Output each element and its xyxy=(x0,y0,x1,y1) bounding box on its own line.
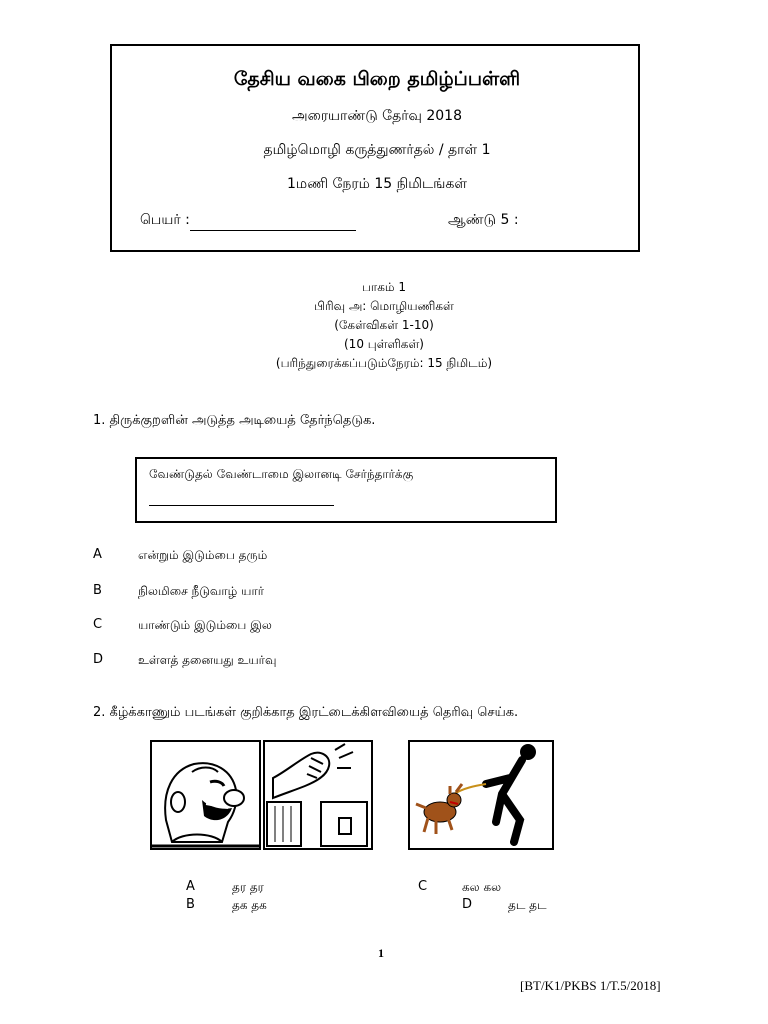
year-label: ஆண்டு 5 : xyxy=(448,212,519,228)
laughing-man-picture xyxy=(150,740,261,850)
exam-title: அரையாண்டு தேர்வு 2018 xyxy=(292,108,462,124)
section-division: பிரிவு அ: மொழியணிகள் xyxy=(314,299,454,313)
name-blank-line xyxy=(190,230,356,231)
kural-blank-line xyxy=(149,505,334,506)
q2-option-b-text: தக தக xyxy=(232,898,267,912)
laughing-man-drawing xyxy=(152,742,259,848)
dog-walker-drawing xyxy=(410,742,552,848)
q2-option-c-text: கல கல xyxy=(462,880,502,894)
section-questions: (கேள்விகள் 1-10) xyxy=(334,318,434,332)
q1-option-a-letter: A xyxy=(93,547,102,562)
header-box xyxy=(110,44,640,252)
section-marks: (10 புள்ளிகள்) xyxy=(344,337,424,351)
q1-option-b-letter: B xyxy=(93,583,102,598)
q2-option-a-letter: A xyxy=(186,879,195,894)
page-number: 1 xyxy=(378,946,384,960)
question-2: 2. கீழ்க்காணும் படங்கள் குறிக்காத இரட்டைக்கிளவியைத் தெரிவு செய்க. xyxy=(93,705,519,720)
dog-walker-picture xyxy=(408,740,554,850)
kural-line-1: வேண்டுதல் வேண்டாமை இலானடி சேர்ந்தார்க்கு xyxy=(149,467,414,481)
section-part: பாகம் 1 xyxy=(362,280,406,294)
q1-option-a-text: என்றும் இடும்பை தரும் xyxy=(138,548,268,562)
kural-box xyxy=(135,457,557,523)
section-time: (பரிந்துரைக்கப்படும்நேரம்: 15 நிமிடம்) xyxy=(275,356,493,370)
q2-option-d-text: தட தட xyxy=(508,898,547,912)
knocking-door-picture xyxy=(263,740,373,850)
q1-option-c-letter: C xyxy=(93,617,103,632)
q1-option-d-text: உள்ளத் தனையது உயர்வு xyxy=(138,653,277,667)
q1-option-c-text: யாண்டும் இடும்பை இல xyxy=(138,618,272,632)
q2-option-b-letter: B xyxy=(186,897,195,912)
q2-option-a-text: தர தர xyxy=(232,880,264,894)
q1-option-b-text: நிலமிசை நீடுவாழ் யார் xyxy=(138,584,264,598)
subject-title: தமிழ்மொழி கருத்துணர்தல் / தாள் 1 xyxy=(263,142,491,158)
q2-option-d-letter: D xyxy=(462,897,473,912)
school-name: தேசிய வகை பிறை தமிழ்ப்பள்ளி xyxy=(233,68,521,90)
q2-option-c-letter: C xyxy=(418,879,428,894)
document-code: [BT/K1/PKBS 1/T.5/2018] xyxy=(520,978,661,993)
q1-option-d-letter: D xyxy=(93,652,104,667)
exam-duration: 1மணி நேரம் 15 நிமிடங்கள் xyxy=(287,176,467,192)
question-1: 1. திருக்குறளின் அடுத்த அடியைத் தேர்ந்தெடுக. xyxy=(93,413,376,428)
knocking-door-drawing xyxy=(265,742,371,848)
name-label: பெயர் : xyxy=(140,212,190,228)
